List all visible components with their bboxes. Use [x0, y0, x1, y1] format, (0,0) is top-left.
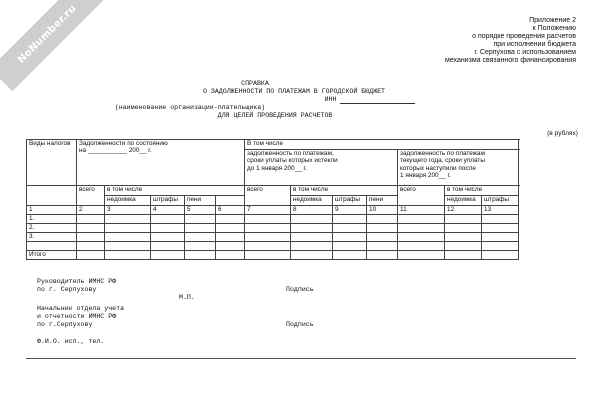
appendix-line: Приложение 2 [529, 17, 576, 24]
row-label: 3. [27, 233, 77, 242]
header-blank [216, 196, 245, 206]
header-arrears: недоимка [291, 196, 333, 206]
header-current [398, 150, 519, 186]
row-label: 1. [27, 215, 77, 224]
document-title: СПРАВКА [241, 80, 269, 87]
bottom-divider [26, 358, 576, 359]
header-fines: штрафы [151, 196, 185, 206]
header-fines: штрафы [482, 196, 519, 206]
row-label [27, 242, 77, 251]
header-arrears: недоимка [445, 196, 482, 206]
watermark: NoNumber.ru [0, 0, 104, 91]
header-debt-as-of-line: Задолженности по состоянию [79, 140, 168, 147]
inn-field[interactable] [340, 97, 415, 104]
purpose-line: ДЛЯ ЦЕЛЕЙ ПРОВЕДЕНИЯ РАСЧЕТОВ [217, 112, 333, 119]
appendix-line: о порядке проведения расчетов [472, 33, 576, 41]
head-city: по г. Серпухову [37, 286, 97, 293]
col-number: 8 [291, 206, 333, 215]
header-expired-line: сроки уплаты которых истекли [247, 157, 338, 165]
header-incl: в том числе [445, 186, 519, 196]
col-number: 1 [27, 206, 77, 215]
header-incl: в том числе [105, 186, 245, 196]
appendix-note [376, 17, 576, 66]
col-number: 6 [216, 206, 245, 215]
appendix-line: г. Серпухова с использованием [474, 49, 576, 57]
col-number: 9 [333, 206, 367, 215]
table-row [27, 224, 519, 233]
inn-row [70, 96, 600, 104]
header-total: всего [398, 186, 445, 206]
header-arrears: недоимка [105, 196, 151, 206]
header-total: всего [77, 186, 105, 206]
header-expired [245, 150, 398, 186]
head-signature: Подпись [286, 286, 314, 293]
header-current-line: текущего года, сроки уплаты [400, 157, 485, 165]
col-number: 2 [77, 206, 105, 215]
table-row-total [27, 251, 519, 260]
col-number: 5 [185, 206, 216, 215]
header-fines: штрафы [333, 196, 367, 206]
chief-title: Начальник отдела учета [37, 305, 125, 312]
org-caption: (наименование организации-плательщика) [114, 104, 266, 111]
header-expired-line: до 1 января 200__ г. [247, 164, 307, 172]
inn-label: ИНН [324, 96, 337, 103]
document-subtitle: О ЗАДОЛЖЕННОСТИ ПО ПЛАТЕЖАМ В ГОРОДСКОЙ БЮДЖЕТ [202, 88, 386, 95]
col-number: 10 [367, 206, 398, 215]
table-row [27, 233, 519, 242]
header-penalties: пени [185, 196, 216, 206]
header-current-line: задолженность по платежам [400, 150, 485, 157]
header-current-line: 1 января 200__ г. [400, 171, 451, 179]
table-row [27, 242, 519, 251]
header-incl: в том числе [291, 186, 398, 196]
col-number: 13 [482, 206, 519, 215]
row-label: 2. [27, 224, 77, 233]
header-total: всего [245, 186, 291, 206]
chief-signature: Подпись [286, 321, 314, 328]
row-label-total: Итого [27, 251, 77, 260]
header-current-line: которых наступили после [400, 164, 476, 172]
appendix-line: механизма связанного финансирования [445, 57, 576, 65]
table-row [27, 215, 519, 224]
executor-line: Ф.И.О. исп., тел. [37, 338, 105, 345]
debt-table [26, 139, 519, 260]
col-number: 12 [445, 206, 482, 215]
header-tax-types: Виды налогов [27, 140, 77, 186]
appendix-line: к Положению [532, 25, 576, 33]
header-penalties: пени [367, 196, 398, 206]
col-number: 7 [245, 206, 291, 215]
col-number: 4 [151, 206, 185, 215]
col-number: 3 [105, 206, 151, 215]
header-debt-as-of [77, 140, 245, 186]
units-note: (в рублях) [547, 130, 578, 137]
header-expired-line: задолженность по платежам, [247, 150, 334, 157]
header-debt-as-of-date: на ___________ 200__ г. [79, 147, 152, 155]
chief-city: по г.Серпухову [37, 321, 93, 328]
appendix-line: при исполнении бюджета [493, 41, 576, 49]
header-blank [27, 186, 77, 206]
chief-dept: и отчетности ИМНС РФ [37, 313, 117, 320]
head-title: Руководитель ИМНС РФ [37, 278, 117, 285]
stamp-place: М.П. [179, 294, 195, 301]
header-including: В том числе [245, 140, 519, 150]
col-number: 11 [398, 206, 445, 215]
